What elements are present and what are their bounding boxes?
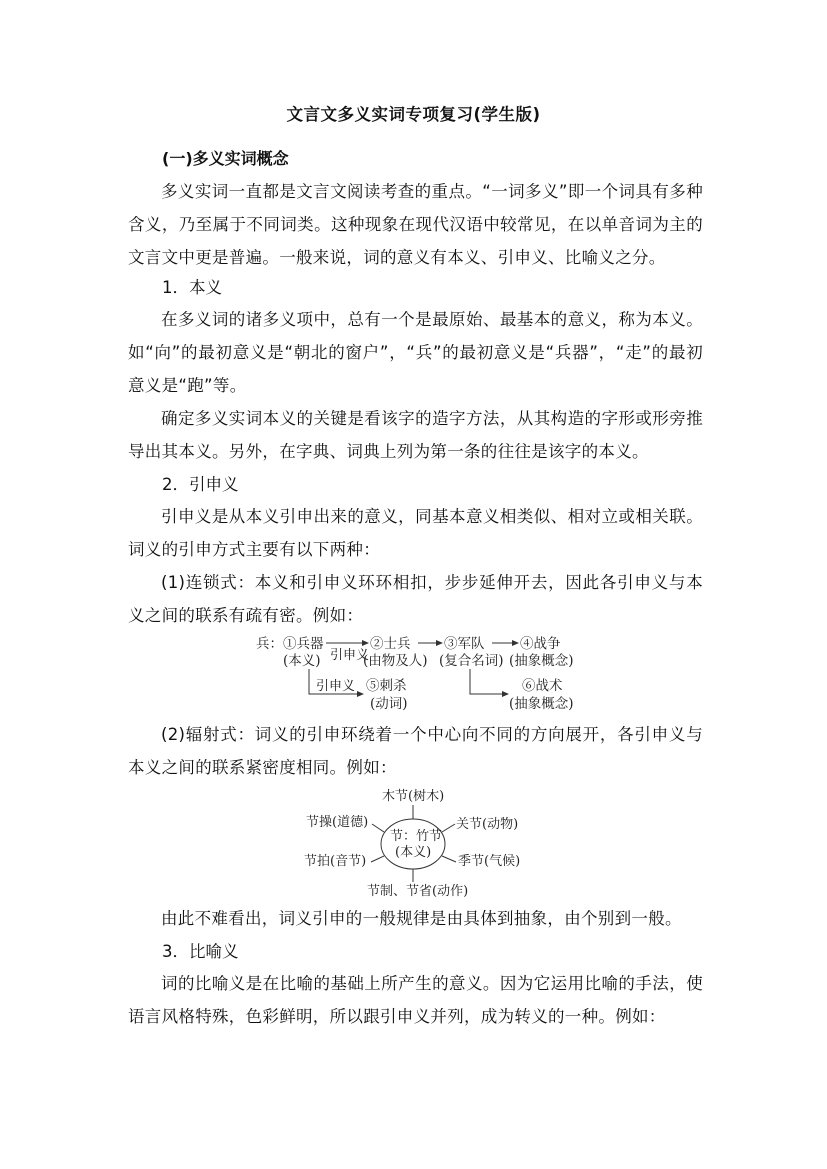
radial-upper-right: 关节(动物): [456, 817, 519, 832]
paragraph-benyi-key: 确定多义实词本义的关键是看该字的造字方法，从其构造的字形或形旁推导出其本义。另外，在字典、词典上列为第一条的往往是该字的本义。: [128, 409, 703, 461]
radial-upper-left: 节操(道德): [306, 815, 369, 830]
chain-arrow-label-2: 引申义: [316, 679, 356, 694]
document-title: 文言文多义实词专项复习(学生版): [286, 105, 541, 124]
radial-lower-left: 节拍(音节): [304, 854, 367, 869]
chain-arrow-label: 引申义: [330, 648, 370, 663]
paragraph-biyuyi: 词的比喻义是在比喻的基础上所产生的意义。因为它运用比喻的手法，使语言风格特殊，色彩鲜明，所以跟引申义并列，成为转义的一种。例如：: [128, 974, 703, 1026]
chain-node-2-note: (由物及人): [363, 653, 428, 669]
paragraph-intro: 多义实词一直都是文言文阅读考查的重点。“一词多义”即一个词具有多种含义，乃至属于不同词类。这种现象在现代汉语中较常见，在以单音词为主的文言文中更是普遍。一般来说，词的意义有本义、引申义、比喻义之分。: [128, 182, 703, 267]
paragraph-rule: 由此不难看出，词义引申的一般规律是由具体到抽象，由个别到一般。: [161, 909, 682, 928]
chain-node-1-note: (本义): [283, 653, 321, 669]
chain-node-3: ③军队: [444, 636, 485, 652]
radial-lower-right: 季节(气候): [458, 854, 521, 869]
radial-bottom: 节制、节省(动作): [367, 884, 469, 899]
heading-biyuyi: 3．比喻义: [162, 942, 239, 961]
paragraph-radial-type: (2)辐射式：词义的引申环绕着一个中心向不同的方向展开，各引申义与本义之间的联系紧密度相同。例如：: [128, 725, 703, 777]
radial-center: 节：竹节: [390, 829, 443, 844]
radial-diagram: [300, 786, 530, 902]
chain-node-3-note: (复合名词): [439, 653, 504, 669]
paragraph-benyi: 在多义词的诸多义项中，总有一个是最原始、最基本的意义，称为本义。如“向”的最初意义是“朝北的窗户”，“兵”的最初意义是“兵器”，“走”的最初意义是“跑”等。: [128, 310, 703, 395]
chain-node-6-note: (抽象概念): [509, 696, 574, 712]
chain-node-1: 兵：①兵器: [256, 636, 324, 652]
chain-node-6: ⑥战术: [522, 678, 563, 694]
radial-center-note: (本义): [395, 845, 432, 860]
chain-diagram: [250, 632, 590, 718]
chain-node-2: ②士兵: [370, 636, 411, 652]
chain-node-4-note: (抽象概念): [509, 653, 574, 669]
heading-yinshenyi: 2．引申义: [162, 475, 239, 494]
chain-node-5-note: (动词): [370, 696, 408, 712]
section-heading: (一)多义实词概念: [162, 149, 289, 168]
heading-benyi: 1．本义: [162, 278, 222, 297]
paragraph-chain-type: (1)连锁式：本义和引申义环环相扣，步步延伸开去，因此各引申义与本义之间的联系有疏有密。例如：: [128, 573, 703, 625]
chain-node-5: ⑤刺杀: [366, 678, 407, 694]
paragraph-yinshenyi: 引申义是从本义引申出来的意义，同基本意义相类似、相对立或相关联。词义的引申方式主要有以下两种：: [128, 507, 703, 559]
radial-top: 木节(树木): [382, 789, 445, 804]
chain-node-4: ④战争: [520, 636, 561, 652]
